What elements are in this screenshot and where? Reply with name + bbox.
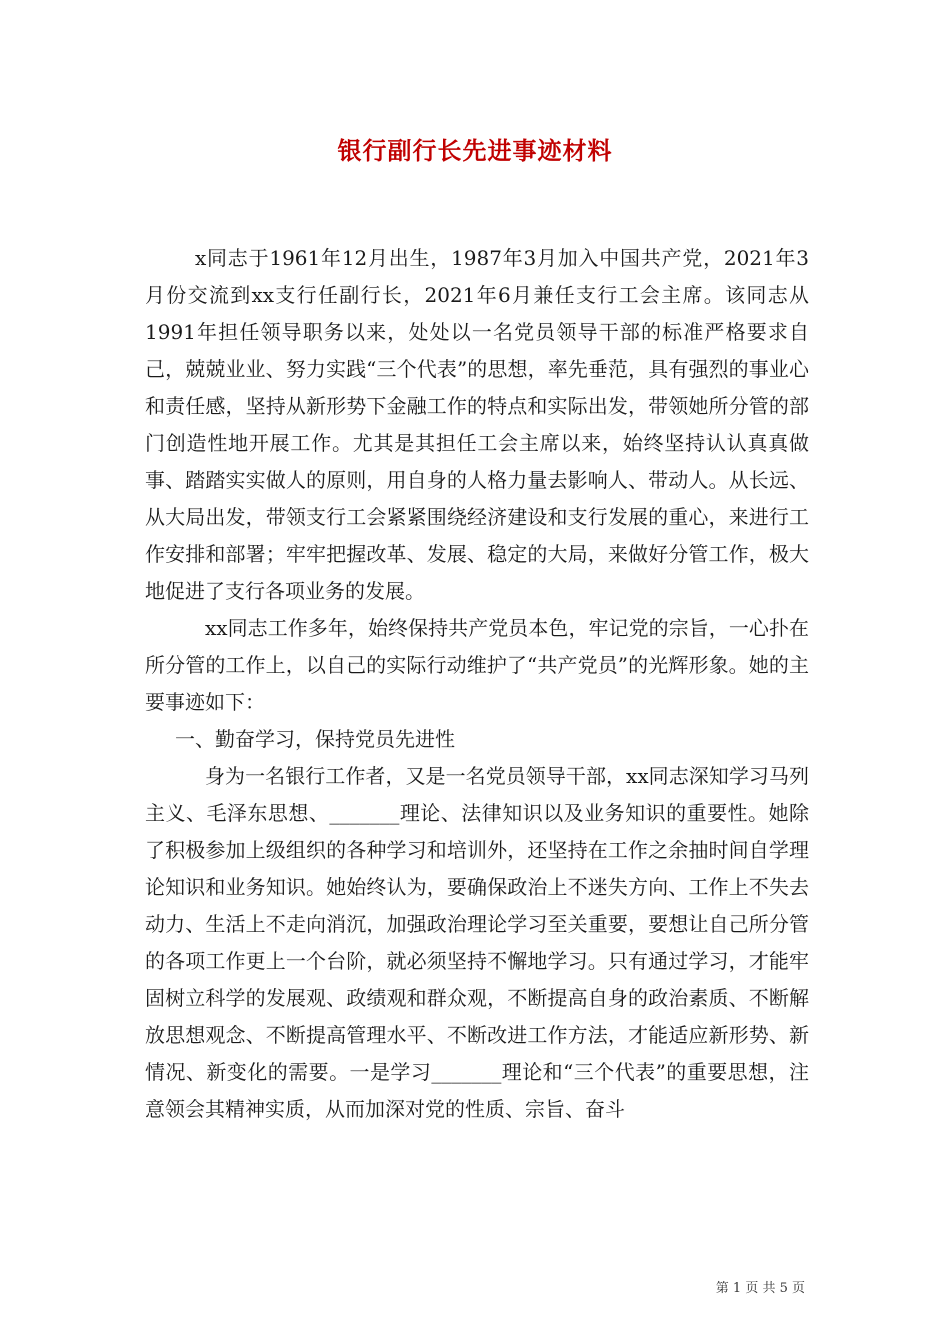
document-body <box>145 240 809 1128</box>
section-heading-1: 一、勤奋学习，保持党员先进性 <box>175 727 455 751</box>
paragraph-overview: xx同志工作多年，始终保持共产党员本色，牢记党的宗旨，一心扑在所分管的工作上，以自己的实际行动维护了“共产党员”的光辉形象。她的主要事迹如下： <box>145 616 809 714</box>
document-title: 银行副行长先进事迹材料 <box>337 136 613 165</box>
paragraph-study: 身为一名银行工作者，又是一名党员领导干部，xx同志深知学习马列主义、毛泽东思想、_______理论、法律知识以及业务知识的重要性。她除了积极参加上级组织的各种学习和培训外，还坚持在工作之余抽时间自学理论知识和业务知识。她始终认为，要确保政治上不迷失方向、工作上不失去动力、生活上不走向消沉，加强政治理论学习至关重要，要想让自己所分管的各项工作更上一个台阶，就必须坚持不懈地学习。只有通过学习，才能牢固树立科学的发展观、政绩观和群众观，不断提高自身的政治素质、不断解放思想观念、不断提高管理水平、不断改进工作方法，才能适应新形势、新情况、新变化的需要。一是学习_______理论和“三个代表”的重要思想，注意领会其精神实质，从而加深对党的性质、宗旨、奋斗 <box>145 764 809 1121</box>
paragraph-intro: x同志于1961年12月出生，1987年3月加入中国共产党，2021年3月份交流到xx支行任副行长，2021年6月兼任支行工会主席。该同志从1991年担任领导职务以来，处处以一名党员领导干部的标准严格要求自己，兢兢业业、努力实践“三个代表”的思想，率先垂范，具有强烈的事业心和责任感，坚持从新形势下金融工作的特点和实际出发，带领她所分管的部门创造性地开展工作。尤其是其担任工会主席以来，始终坚持认认真真做事、踏踏实实做人的原则，用自身的人格力量去影响人、带动人。从长远、从大局出发，带领支行工会紧紧围绕经济建设和支行发展的重心，来进行工作安排和部署；牢牢把握改革、发展、稳定的大局，来做好分管工作，极大地促进了支行各项业务的发展。 <box>145 246 809 603</box>
page-number: 第 1 页 共 5 页 <box>715 1281 805 1296</box>
